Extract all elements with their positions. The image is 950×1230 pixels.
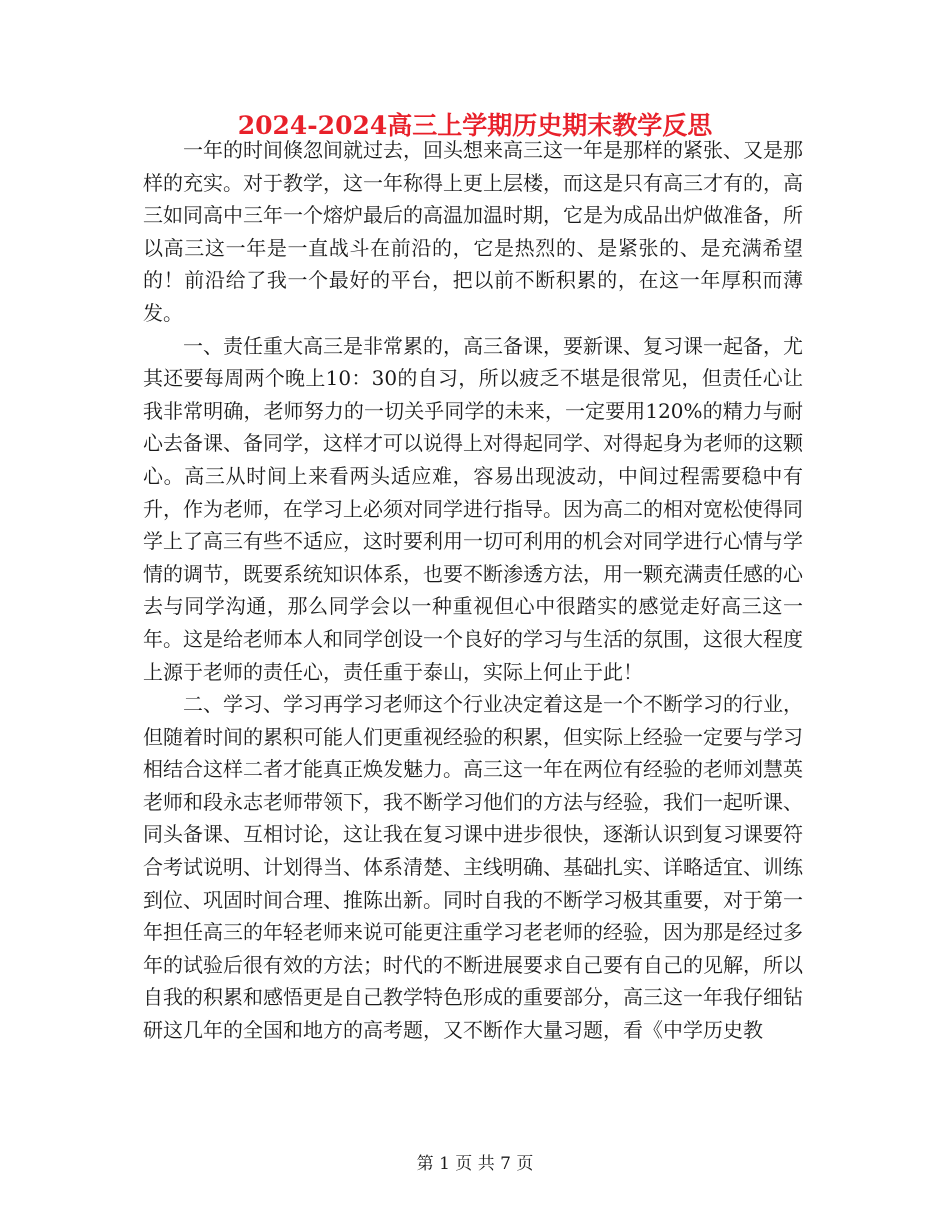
document-title: 2024-2024高三上学期历史期末教学反思 (237, 111, 713, 140)
paragraph-learning: 二、学习、学习再学习老师这个行业决定着这是一个不断学习的行业，但随着时间的累积可能人们更重视经验的积累，但实际上经验一定要与学习相结合这样二者才能真正焕发魅力。高三这一年在两位有经验的老师刘慧英老师和段永志老师带领下，我不断学习他们的方法与经验，我们一起听课、同头备课、互相讨论，这让我在复习课中进步很快，逐渐认识到复习课要符合考试说明、计划得当、体系清楚、主线明确、基础扎实、详略适宜、训练到位、巩固时间合理、推陈出新。同时自我的不断学习极其重要，对于第一年担任高三的年轻老师来说可能更注重学习老老师的经验，因为那是经过多年的试验后很有效的方法；时代的不断进展要求自己要有自己的见解，所以自我的积累和感悟更是自己教学特色形成的重要部分，高三这一年我仔细钻研这几年的全国和地方的高考题，又不断作大量习题，看《中学历史教 (143, 692, 803, 1043)
paragraph-intro: 一年的时间倏忽间就过去，回头想来高三这一年是那样的紧张、又是那样的充实。对于教学，这一年称得上更上层楼，而这是只有高三才有的，高三如同高中三年一个熔炉最后的高温加温时期，它是为成品出炉做准备，所以高三这一年是一直战斗在前沿的，它是热烈的、是紧张的、是充满希望的！前沿给了我一个最好的平台，把以前不断积累的，在这一年厚积而薄发。 (143, 138, 803, 325)
page-number-footer: 第 1 页 共 7 页 (416, 1154, 534, 1174)
document-body (143, 134, 803, 1047)
paragraph-responsibility: 一、责任重大高三是非常累的，高三备课，要新课、复习课一起备，尤其还要每周两个晚上10：30的自习，所以疲乏不堪是很常见，但责任心让我非常明确，老师努力的一切关乎同学的未来，一定要用120%的精力与耐心去备课、备同学，这样才可以说得上对得起同学、对得起身为老师的这颗心。高三从时间上来看两头适应难，容易出现波动，中间过程需要稳中有升，作为老师，在学习上必须对同学进行指导。因为高二的相对宽松使得同学上了高三有些不适应，这时要利用一切可利用的机会对同学进行心情与学情的调节，既要系统知识体系，也要不断渗透方法，用一颗充满责任感的心去与同学沟通，那么同学会以一种重视但心中很踏实的感觉走好高三这一年。这是给老师本人和同学创设一个良好的学习与生活的氛围，这很大程度上源于老师的责任心，责任重于泰山，实际上何止于此！ (143, 333, 803, 684)
